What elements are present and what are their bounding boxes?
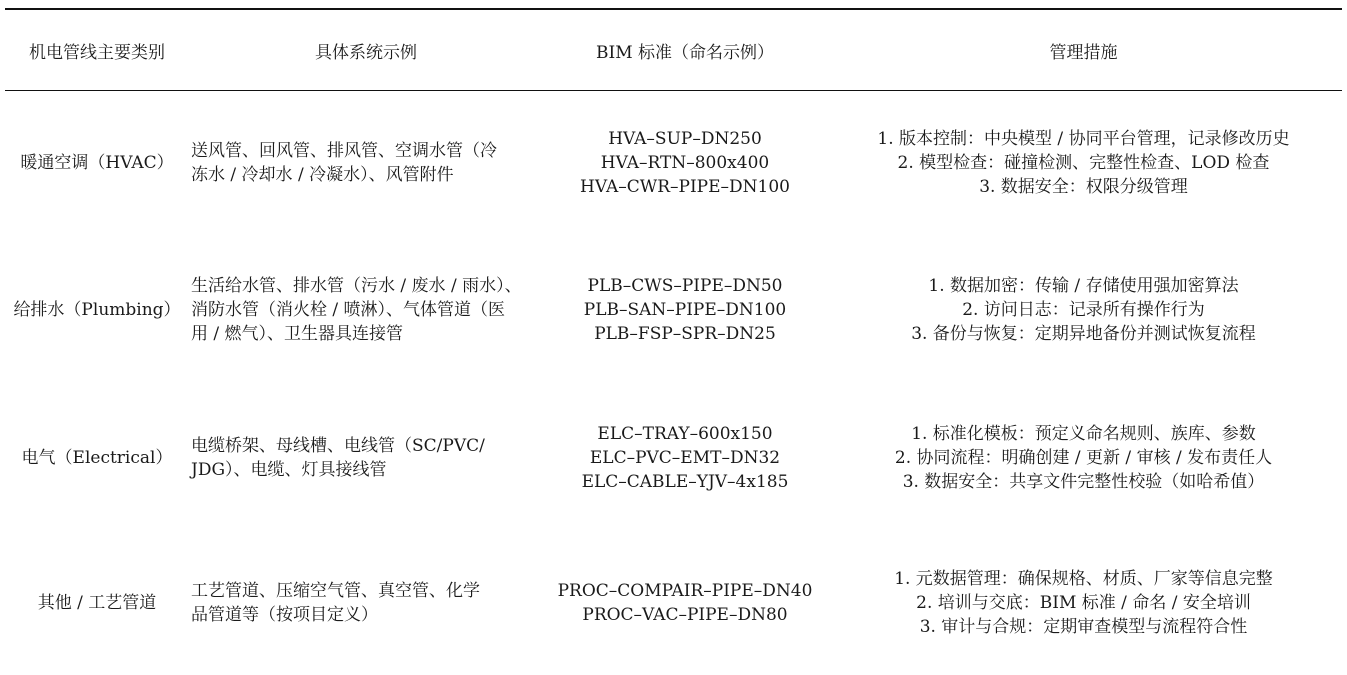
measure-line: 3. 数据安全：权限分级管理 (979, 177, 1188, 197)
mep-bim-table (5, 0, 1342, 675)
systems-cell (191, 115, 541, 211)
table-row (5, 262, 1342, 358)
naming-example: ELC–TRAY–600x150 (597, 424, 773, 444)
header-bim-standard: BIM 标准（命名示例） (595, 42, 775, 63)
category-text: 给排水（Plumbing） (13, 300, 181, 320)
measure-line: 3. 审计与合规：定期审查模型与流程符合性 (919, 617, 1248, 637)
systems-cell (191, 410, 541, 506)
header-divider-rule (5, 90, 1342, 91)
measure-line: 3. 数据安全：共享文件完整性校验（如哈希值） (902, 472, 1265, 492)
category-text: 电气（Electrical） (21, 448, 173, 468)
measure-line: 2. 培训与交底：BIM 标准 / 命名 / 安全培训 (916, 593, 1251, 613)
category-text: 其他 / 工艺管道 (37, 593, 157, 613)
systems-line: 用 / 燃气）、卫生器具连接管 (191, 324, 404, 344)
table-row (5, 555, 1342, 651)
systems-line: 品管道等（按项目定义） (191, 605, 378, 625)
category-cell (5, 555, 189, 651)
measure-line: 1. 版本控制：中央模型 / 协同平台管理，记录修改历史 (877, 129, 1290, 149)
systems-line: 电缆桥架、母线槽、电线管（SC/PVC/ (191, 436, 485, 456)
naming-cell (545, 115, 825, 211)
measures-cell (825, 555, 1342, 651)
systems-cell (191, 262, 541, 358)
naming-example: PLB–FSP–SPR–DN25 (594, 324, 776, 344)
naming-example: ELC–PVC–EMT–DN32 (589, 448, 781, 468)
measure-line: 2. 访问日志：记录所有操作行为 (962, 300, 1205, 320)
measure-line: 1. 标准化模板：预定义命名规则、族库、参数 (911, 424, 1256, 444)
naming-cell (545, 410, 825, 506)
naming-example: HVA–SUP–DN250 (608, 129, 762, 149)
measure-line: 2. 模型检查：碰撞检测、完整性检查、LOD 检查 (897, 153, 1270, 173)
systems-line: 生活给水管、排水管（污水 / 废水 / 雨水）、 (191, 276, 522, 296)
systems-cell (191, 555, 541, 651)
systems-line: 冻水 / 冷却水 / 冷凝水）、风管附件 (191, 165, 454, 185)
naming-example: HVA–CWR–PIPE–DN100 (580, 177, 790, 197)
table-row (5, 410, 1342, 506)
measures-cell (825, 262, 1342, 358)
naming-example: PLB–SAN–PIPE–DN100 (583, 300, 787, 320)
naming-example: HVA–RTN–800x400 (600, 153, 770, 173)
measure-line: 1. 数据加密：传输 / 存储使用强加密算法 (928, 276, 1239, 296)
header-category: 机电管线主要类别 (29, 42, 165, 63)
table-row (5, 115, 1342, 211)
naming-example: PROC–COMPAIR–PIPE–DN40 (557, 581, 813, 601)
systems-line: 送风管、回风管、排风管、空调水管（冷 (191, 141, 497, 161)
category-text: 暖通空调（HVAC） (20, 153, 174, 173)
measure-line: 2. 协同流程：明确创建 / 更新 / 审核 / 发布责任人 (894, 448, 1273, 468)
naming-example: PROC–VAC–PIPE–DN80 (582, 605, 788, 625)
systems-line: 消防水管（消火栓 / 喷淋）、气体管道（医 (191, 300, 506, 320)
header-systems: 具体系统示例 (315, 42, 417, 63)
category-cell (5, 262, 189, 358)
systems-line: 工艺管道、压缩空气管、真空管、化学 (191, 581, 480, 601)
table-top-rule (5, 8, 1342, 10)
measure-line: 1. 元数据管理：确保规格、材质、厂家等信息完整 (894, 569, 1273, 589)
naming-cell (545, 555, 825, 651)
category-cell (5, 115, 189, 211)
measures-cell (825, 115, 1342, 211)
naming-example: ELC–CABLE–YJV–4x185 (581, 472, 789, 492)
naming-example: PLB–CWS–PIPE–DN50 (587, 276, 783, 296)
category-cell (5, 410, 189, 506)
measures-cell (825, 410, 1342, 506)
measure-line: 3. 备份与恢复：定期异地备份并测试恢复流程 (911, 324, 1256, 344)
header-measures: 管理措施 (1049, 42, 1118, 63)
systems-line: JDG）、电缆、灯具接线管 (191, 460, 387, 480)
naming-cell (545, 262, 825, 358)
